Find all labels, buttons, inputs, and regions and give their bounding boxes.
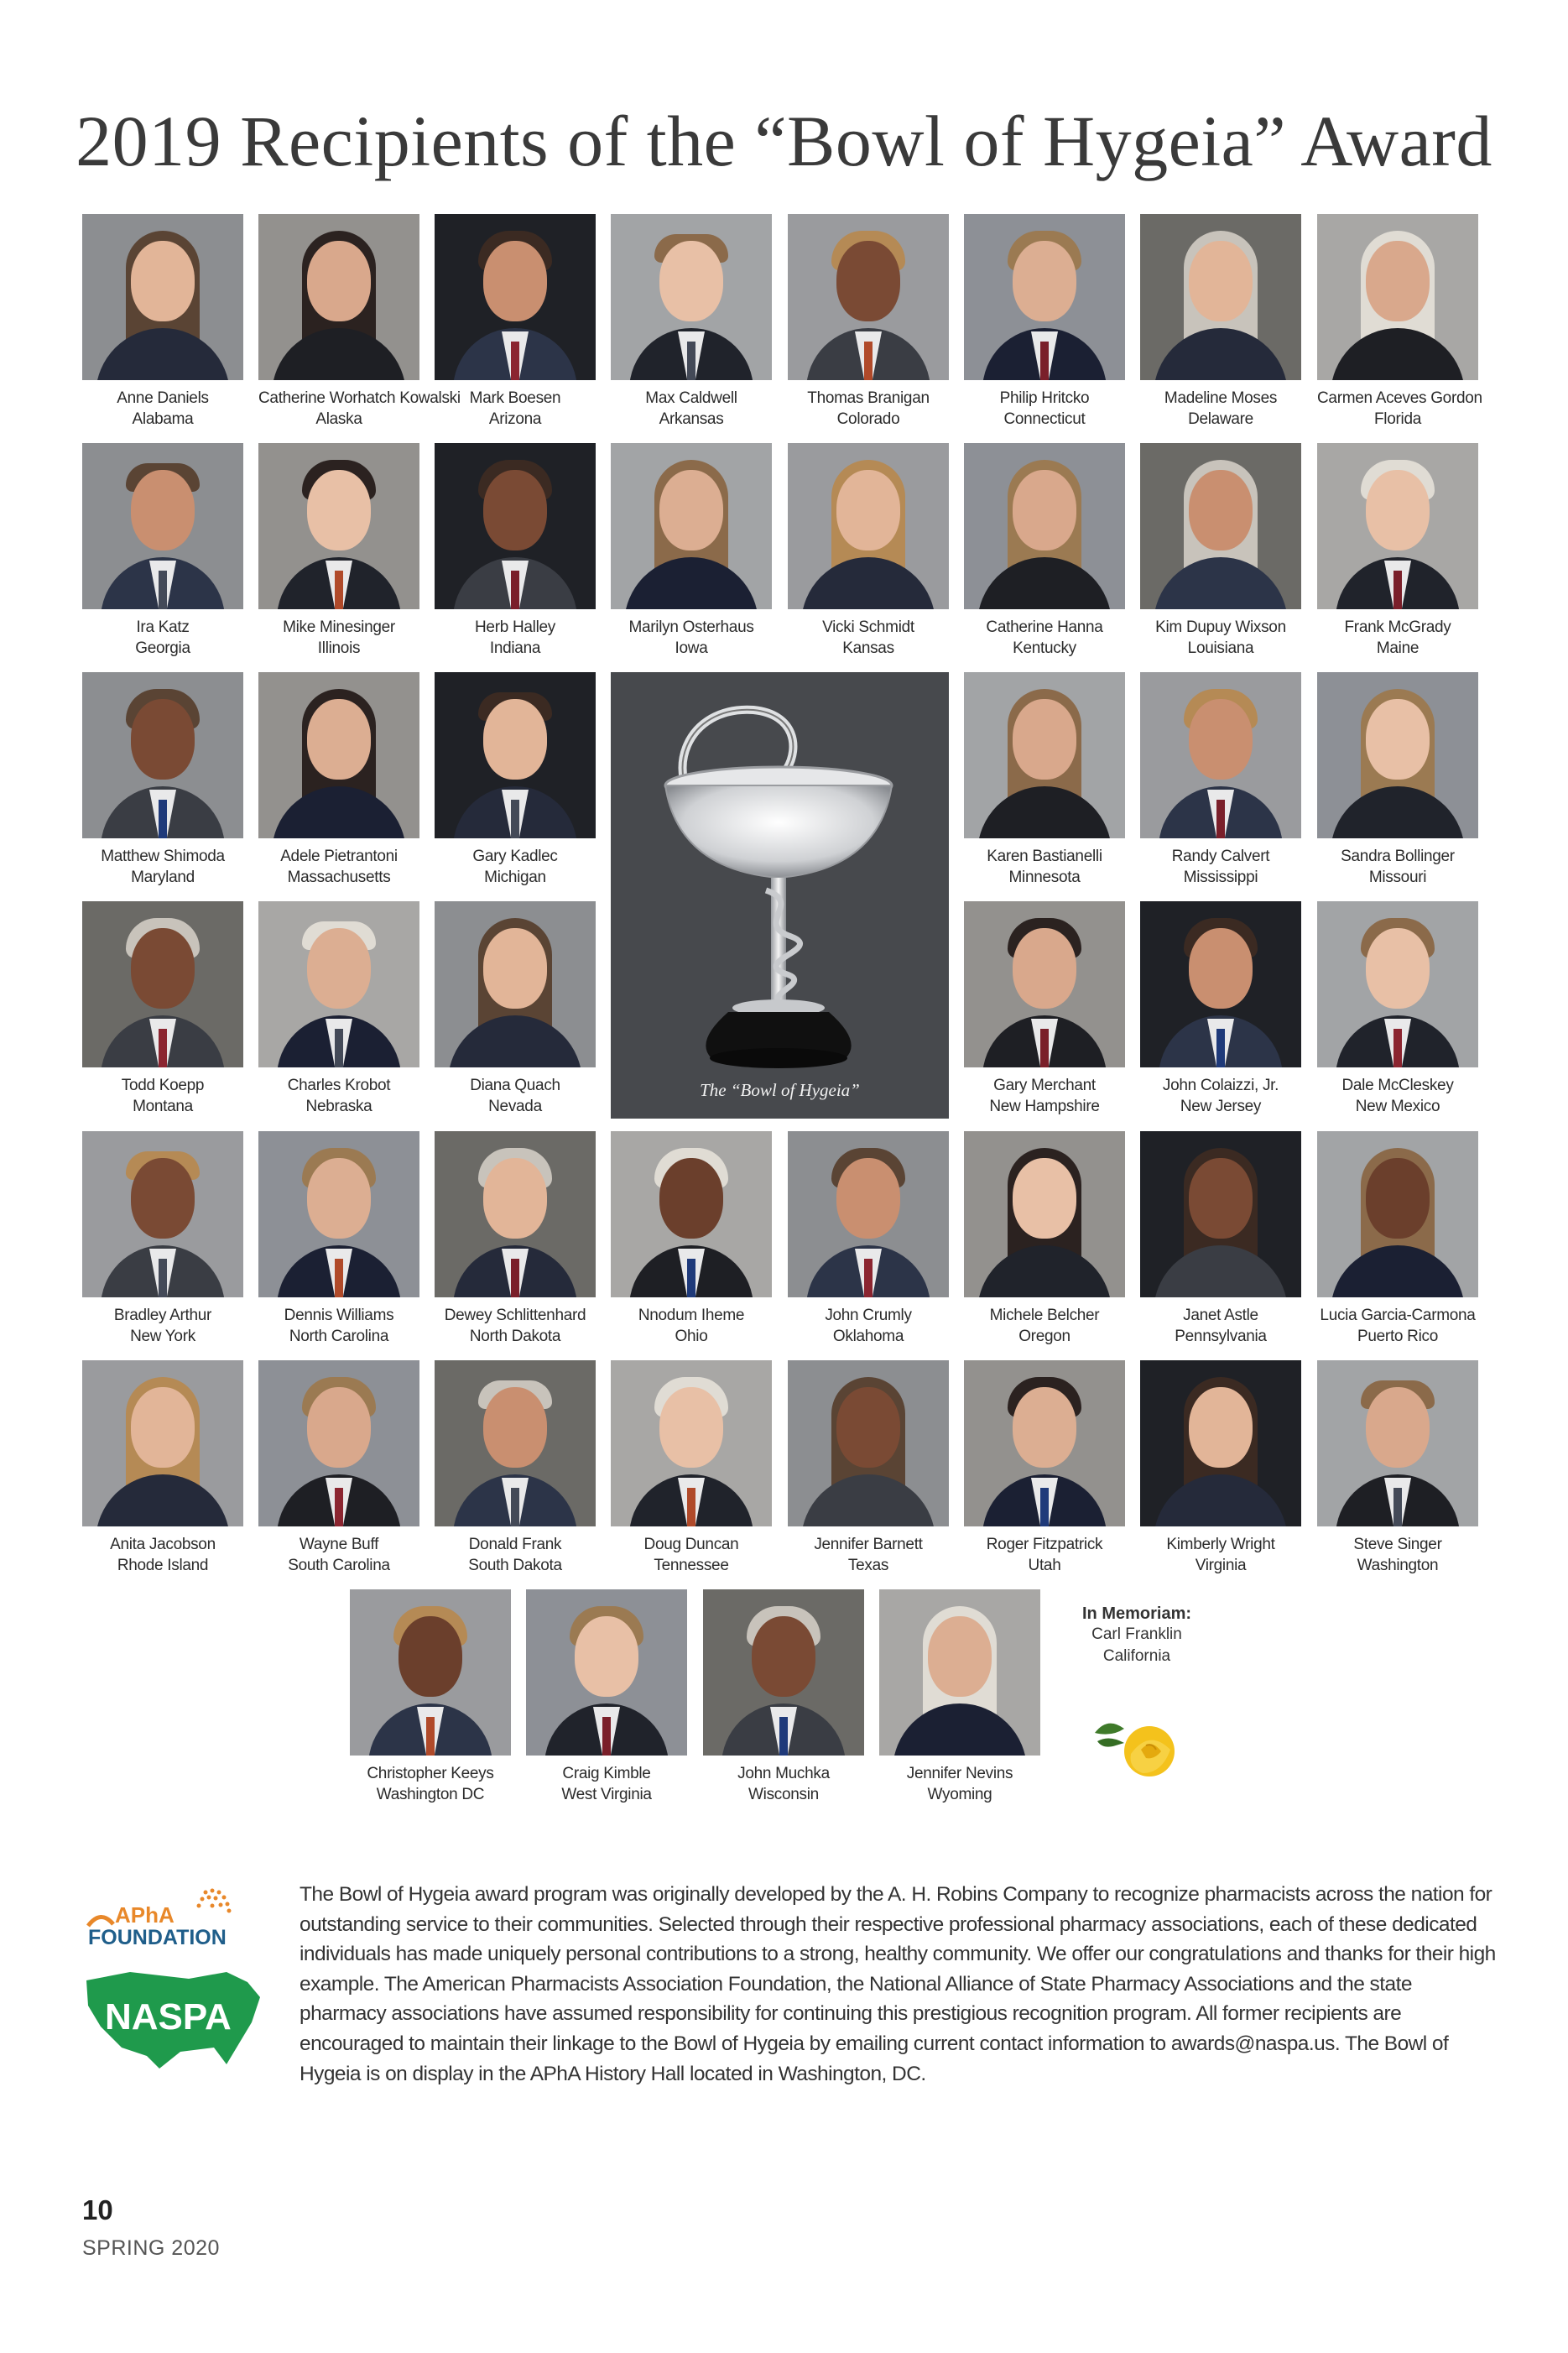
recipient-state: Rhode Island — [117, 1557, 209, 1574]
naspa-logo — [80, 1964, 268, 2073]
recipient-caption — [435, 388, 596, 430]
recipient-photo — [82, 1131, 243, 1297]
recipient-photo — [1140, 672, 1301, 838]
recipient-caption — [1140, 846, 1301, 888]
recipient-photo — [258, 443, 419, 609]
apha-logo-text: APhA — [115, 1902, 175, 1928]
recipient-photo — [1140, 1131, 1301, 1297]
yellow-rose-icon — [1091, 1708, 1191, 1783]
recipient-state: Kansas — [842, 639, 894, 657]
recipient-card — [788, 443, 949, 655]
recipient-caption — [435, 846, 596, 888]
recipient-state: Arizona — [488, 410, 542, 428]
recipient-state: Washington — [1357, 1557, 1439, 1574]
recipient-caption — [611, 388, 772, 430]
recipient-photo — [788, 1131, 949, 1297]
recipient-state: Oregon — [1018, 1328, 1071, 1345]
recipient-state: North Carolina — [289, 1328, 389, 1345]
recipient-state: Iowa — [675, 639, 708, 657]
recipient-name: Dale McCleskey — [1341, 1077, 1454, 1094]
recipient-state: Connecticut — [1003, 410, 1086, 428]
recipient-photo — [964, 901, 1125, 1067]
recipient-state: Indiana — [489, 639, 541, 657]
recipient-card — [258, 1131, 419, 1343]
recipient-caption — [1317, 1534, 1478, 1576]
recipient-state: Minnesota — [1008, 869, 1081, 886]
recipient-card — [1317, 214, 1482, 428]
recipient-photo — [258, 672, 419, 838]
recipient-card — [258, 901, 419, 1114]
recipient-state: Louisiana — [1187, 639, 1254, 657]
recipient-name: Madeline Moses — [1164, 389, 1278, 407]
trophy-panel — [611, 672, 949, 1119]
recipient-name: Matthew Shimoda — [101, 848, 225, 865]
recipient-state: South Carolina — [288, 1557, 390, 1574]
recipient-state: Montana — [133, 1098, 193, 1115]
recipient-state: Utah — [1028, 1557, 1061, 1574]
recipient-name: Anita Jacobson — [110, 1536, 216, 1553]
recipient-photo — [82, 443, 243, 609]
recipient-caption — [82, 846, 243, 888]
recipient-caption — [1317, 388, 1482, 430]
memoriam-name: Carl Franklin — [1091, 1625, 1182, 1643]
recipient-photo — [82, 1360, 243, 1526]
recipient-caption — [1140, 1075, 1301, 1117]
recipient-caption — [1140, 617, 1301, 659]
recipient-photo — [1317, 672, 1478, 838]
recipient-card — [1317, 672, 1478, 884]
recipient-name: Frank McGrady — [1344, 618, 1451, 636]
recipient-caption — [258, 1305, 419, 1347]
recipient-state: North Dakota — [469, 1328, 561, 1345]
recipient-card — [435, 443, 596, 655]
recipient-card — [964, 1360, 1125, 1573]
recipient-caption — [258, 1075, 419, 1117]
recipient-photo — [611, 443, 772, 609]
recipient-card — [1317, 1360, 1478, 1573]
recipient-caption — [526, 1763, 687, 1805]
recipient-state: Colorado — [836, 410, 900, 428]
recipient-state: Maine — [1376, 639, 1420, 657]
recipient-caption — [611, 1534, 772, 1576]
recipient-caption — [435, 617, 596, 659]
recipient-state: Kentucky — [1013, 639, 1076, 657]
recipient-card — [611, 443, 772, 655]
recipient-caption — [1140, 1305, 1301, 1347]
recipient-state: New Jersey — [1180, 1098, 1262, 1115]
program-description: The Bowl of Hygeia award program was originally developed by the A. H. Robins Company to recognize pharmacists across the nation for outstanding service to their communities. Selected through their respective professional pharmacy associations, each of these dedicated individuals has made uniquely personal contributions to a strong, healthy community. We offer our congratulations and thanks for their high example. The American Pharmacists Association Foundation, the National Alliance of State Pharmacy Associations and the state pharmacy associations have assumed responsibility for continuing this prestigious recognition program. All former recipients are encouraged to maintain their linkage to the Bowl of Hygeia by emailing current contact information to awards@naspa.us. The Bowl of Hygeia is on display in the APhA History Hall located in Washington, DC. — [300, 1883, 1496, 2085]
recipient-caption — [964, 1075, 1125, 1117]
recipient-state: Puerto Rico — [1357, 1328, 1438, 1345]
recipient-photo — [611, 1131, 772, 1297]
recipient-name: Carmen Aceves Gordon — [1317, 389, 1482, 407]
recipient-name: Gary Kadlec — [472, 848, 558, 865]
recipient-state: Pennsylvania — [1175, 1328, 1267, 1345]
recipient-caption — [258, 1534, 419, 1576]
recipient-card — [611, 214, 772, 426]
recipient-name: Bradley Arthur — [113, 1307, 212, 1324]
trophy-caption: The “Bowl of Hygeia” — [700, 1080, 860, 1100]
recipient-photo — [964, 1131, 1125, 1297]
recipient-name: Roger Fitzpatrick — [986, 1536, 1103, 1553]
recipient-photo — [964, 1360, 1125, 1526]
recipient-name: Dennis Williams — [284, 1307, 394, 1324]
recipient-name: Ira Katz — [136, 618, 190, 636]
page-title: 2019 Recipients of the “Bowl of Hygeia” Award — [76, 101, 1492, 181]
recipient-card — [1317, 901, 1478, 1114]
recipient-name: Max Caldwell — [645, 389, 737, 407]
recipient-name: Vicki Schmidt — [822, 618, 914, 636]
recipient-card — [611, 1360, 772, 1573]
recipient-caption — [350, 1763, 511, 1805]
recipient-state: Missouri — [1368, 869, 1427, 886]
recipient-state: Alabama — [132, 410, 194, 428]
recipient-name: Mike Minesinger — [283, 618, 395, 636]
recipient-card — [435, 1360, 596, 1573]
recipient-photo — [258, 1131, 419, 1297]
recipient-photo — [258, 1360, 419, 1526]
recipient-photo — [611, 214, 772, 380]
recipient-caption — [1317, 846, 1478, 888]
recipient-photo — [964, 443, 1125, 609]
recipient-card — [1140, 1131, 1301, 1343]
recipient-photo — [879, 1589, 1040, 1756]
recipient-caption — [611, 1305, 772, 1347]
recipient-photo — [1317, 901, 1478, 1067]
recipient-caption — [964, 388, 1125, 430]
recipient-caption — [964, 846, 1125, 888]
recipient-state: West Virginia — [561, 1786, 652, 1803]
recipient-card — [435, 672, 596, 884]
recipient-card — [611, 1131, 772, 1343]
recipient-photo — [82, 672, 243, 838]
recipient-card — [1140, 443, 1301, 655]
bowl-of-hygeia-trophy-icon — [611, 672, 949, 1075]
recipient-card — [82, 1360, 243, 1573]
recipient-photo — [435, 1360, 596, 1526]
recipient-photo — [964, 214, 1125, 380]
recipient-card — [788, 1360, 949, 1573]
in-memoriam — [1082, 1604, 1250, 1667]
recipient-card — [964, 443, 1125, 655]
recipient-state: Mississippi — [1183, 869, 1258, 886]
recipient-state: Texas — [847, 1557, 889, 1574]
recipient-name: Lucia Garcia-Carmona — [1320, 1307, 1476, 1324]
recipient-card — [1140, 1360, 1301, 1573]
recipient-caption — [611, 617, 772, 659]
recipient-photo — [788, 214, 949, 380]
recipient-caption — [82, 1305, 243, 1347]
recipient-card — [964, 901, 1125, 1114]
recipient-card — [82, 901, 243, 1114]
recipient-state: Florida — [1374, 410, 1421, 428]
recipient-name: Randy Calvert — [1171, 848, 1270, 865]
recipient-card — [82, 214, 243, 426]
recipient-photo — [788, 443, 949, 609]
recipient-photo — [1317, 443, 1478, 609]
recipient-photo — [788, 1360, 949, 1526]
recipient-name: Wayne Buff — [299, 1536, 379, 1553]
recipient-name: Adele Pietrantoni — [280, 848, 398, 865]
recipient-name: Karen Bastianelli — [987, 848, 1102, 865]
recipient-caption — [1317, 617, 1478, 659]
recipient-card — [964, 672, 1125, 884]
recipient-photo — [258, 901, 419, 1067]
recipient-photo — [1140, 1360, 1301, 1526]
recipient-card — [1140, 214, 1301, 426]
apha-foundation-logo — [80, 1884, 273, 1948]
recipient-name: Dewey Schlittenhard — [444, 1307, 586, 1324]
recipient-name: Craig Kimble — [562, 1765, 651, 1782]
recipient-card — [1317, 443, 1478, 655]
recipient-name: Michele Belcher — [989, 1307, 1100, 1324]
recipient-name: John Colaizzi, Jr. — [1162, 1077, 1279, 1094]
recipient-state: Wyoming — [927, 1786, 992, 1803]
recipient-caption — [788, 388, 949, 430]
recipient-photo — [964, 672, 1125, 838]
recipient-state: Nevada — [488, 1098, 542, 1115]
recipient-photo — [435, 901, 596, 1067]
recipient-card — [964, 214, 1125, 426]
recipient-state: New Hampshire — [989, 1098, 1100, 1115]
recipient-photo — [1317, 1360, 1478, 1526]
recipient-state: New Mexico — [1355, 1098, 1440, 1115]
recipient-name: Catherine Hanna — [986, 618, 1103, 636]
recipient-name: Sandra Bollinger — [1341, 848, 1455, 865]
recipient-name: Janet Astle — [1183, 1307, 1258, 1324]
recipient-photo — [435, 443, 596, 609]
recipient-card — [435, 901, 596, 1114]
page-number: 10 — [82, 2194, 113, 2225]
recipient-caption — [788, 617, 949, 659]
recipient-name: Doug Duncan — [643, 1536, 739, 1553]
recipient-name: Philip Hritcko — [999, 389, 1090, 407]
recipient-photo — [1317, 214, 1478, 380]
recipient-card — [1140, 901, 1301, 1114]
recipient-photo — [611, 1360, 772, 1526]
recipient-name: Kim Dupuy Wixson — [1155, 618, 1286, 636]
recipient-card — [788, 1131, 949, 1343]
recipient-caption — [788, 1534, 949, 1576]
recipient-photo — [1140, 214, 1301, 380]
recipient-name: Christopher Keeys — [367, 1765, 494, 1782]
recipient-name: Nnodum Iheme — [638, 1307, 745, 1324]
recipient-photo — [1140, 443, 1301, 609]
recipient-caption — [82, 1075, 243, 1117]
recipient-caption — [435, 1534, 596, 1576]
recipient-name: Herb Halley — [475, 618, 555, 636]
recipient-card — [258, 1360, 419, 1573]
recipient-photo — [1317, 1131, 1478, 1297]
recipient-card — [258, 214, 461, 428]
recipient-state: Oklahoma — [832, 1328, 904, 1345]
recipient-caption — [703, 1763, 864, 1805]
recipient-card — [435, 214, 596, 426]
recipient-caption — [964, 617, 1125, 659]
recipient-name: Mark Boesen — [469, 389, 561, 407]
naspa-logo-text: NASPA — [105, 1996, 232, 2037]
recipient-state: Virginia — [1195, 1557, 1247, 1574]
recipient-name: John Crumly — [825, 1307, 912, 1324]
recipient-state: Maryland — [131, 869, 195, 886]
recipient-caption — [435, 1305, 596, 1347]
recipient-caption — [1140, 1534, 1301, 1576]
recipient-card — [703, 1589, 864, 1802]
recipient-card — [350, 1589, 511, 1802]
recipient-card — [258, 672, 419, 884]
recipient-name: Jennifer Nevins — [906, 1765, 1013, 1782]
recipient-name: Jennifer Barnett — [814, 1536, 923, 1553]
recipient-name: Todd Koepp — [121, 1077, 205, 1094]
recipient-name: Donald Frank — [468, 1536, 562, 1553]
recipient-caption — [258, 846, 419, 888]
recipient-name: Catherine Worhatch Kowalski — [258, 389, 461, 407]
recipient-state: Wisconsin — [748, 1786, 819, 1803]
recipient-card — [964, 1131, 1125, 1343]
recipient-card — [1140, 672, 1301, 884]
recipient-photo — [1140, 901, 1301, 1067]
recipient-caption — [964, 1305, 1125, 1347]
recipient-name: Marilyn Osterhaus — [628, 618, 754, 636]
recipient-state: Tennessee — [654, 1557, 729, 1574]
recipient-name: Steve Singer — [1353, 1536, 1442, 1553]
recipient-state: Ohio — [675, 1328, 708, 1345]
recipient-card — [1317, 1131, 1478, 1343]
recipient-state: South Dakota — [468, 1557, 562, 1574]
recipient-name: Kimberly Wright — [1166, 1536, 1275, 1553]
recipient-card — [82, 1131, 243, 1343]
recipient-caption — [82, 1534, 243, 1576]
recipient-name: Anne Daniels — [117, 389, 209, 407]
recipient-caption — [1317, 1075, 1478, 1117]
recipient-caption — [258, 617, 419, 659]
recipient-state: Georgia — [135, 639, 190, 657]
recipient-photo — [435, 672, 596, 838]
recipient-state: Nebraska — [305, 1098, 372, 1115]
recipient-caption — [435, 1075, 596, 1117]
recipient-state: Arkansas — [659, 410, 724, 428]
recipient-name: Gary Merchant — [993, 1077, 1096, 1094]
recipient-card — [82, 443, 243, 655]
memoriam-state: California — [1102, 1647, 1171, 1665]
recipient-state: Massachusetts — [287, 869, 391, 886]
recipient-card — [435, 1131, 596, 1343]
recipient-photo — [258, 214, 419, 380]
recipient-caption — [258, 388, 461, 430]
memoriam-heading: In Memoriam: — [1082, 1604, 1192, 1623]
recipient-name: Charles Krobot — [287, 1077, 391, 1094]
recipient-photo — [526, 1589, 687, 1756]
recipient-caption — [82, 617, 243, 659]
recipient-photo — [82, 214, 243, 380]
recipient-caption — [879, 1763, 1040, 1805]
recipient-caption — [788, 1305, 949, 1347]
recipient-photo — [435, 214, 596, 380]
recipient-card — [258, 443, 419, 655]
recipient-card — [82, 672, 243, 884]
recipient-card — [526, 1589, 687, 1802]
recipient-photo — [435, 1131, 596, 1297]
recipient-name: Diana Quach — [470, 1077, 560, 1094]
foundation-logo-text: FOUNDATION — [88, 1926, 227, 1948]
recipient-photo — [82, 901, 243, 1067]
recipient-caption — [964, 1534, 1125, 1576]
recipient-state: Delaware — [1188, 410, 1253, 428]
recipient-name: Thomas Branigan — [807, 389, 930, 407]
recipient-state: Michigan — [484, 869, 546, 886]
recipient-photo — [703, 1589, 864, 1756]
recipient-state: Illinois — [317, 639, 361, 657]
recipient-state: New York — [130, 1328, 195, 1345]
recipient-caption — [1317, 1305, 1478, 1347]
issue-label: SPRING 2020 — [82, 2236, 220, 2260]
recipient-card — [879, 1589, 1040, 1802]
recipient-caption — [1140, 388, 1301, 430]
recipient-card — [788, 214, 949, 426]
recipient-caption — [82, 388, 243, 430]
recipient-photo — [350, 1589, 511, 1756]
recipient-state: Washington DC — [376, 1786, 485, 1803]
recipient-state: Alaska — [315, 410, 362, 428]
recipient-name: John Muchka — [737, 1765, 830, 1782]
